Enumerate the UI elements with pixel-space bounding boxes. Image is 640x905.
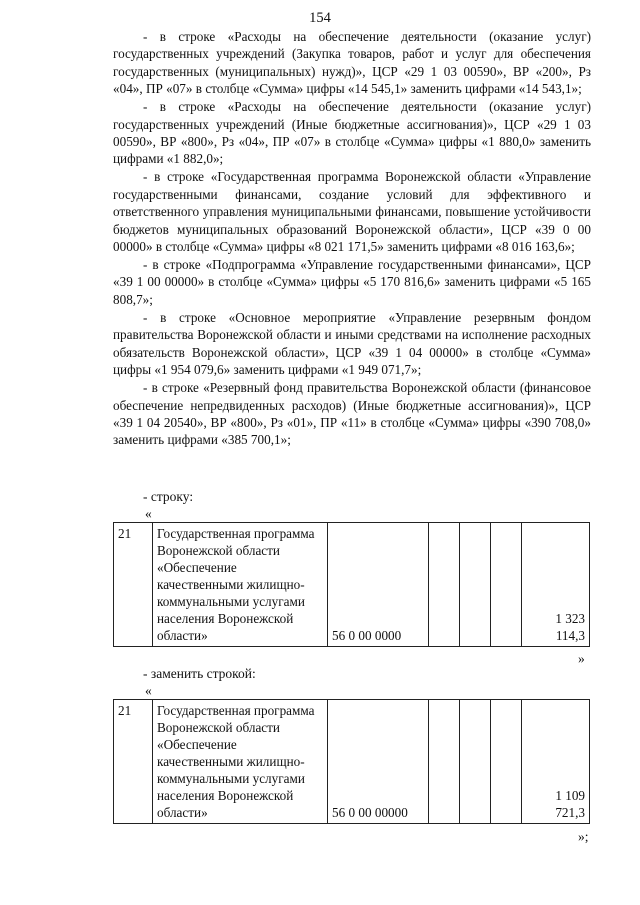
paragraph-3: - в строке «Государственная программа Воронежской области «Управление государственными финансами, создание условий для эффективного и ответственного управления муниципальными финансами, повышение устойчивости бюджетов муниципальных образований Воронежской области», ЦСР «39 0 00 00000» в столбце «Сумма» цифры «8 021 171,5» заменить цифрами «8 016 163,6»;	[113, 169, 591, 255]
rz-cell	[460, 523, 491, 647]
paragraph-2: - в строке «Расходы на обеспечение деятельности (оказание услуг) государственных учреждений (Иные бюджетные ассигнования)», ЦСР «29 1 03 00590», ВР «800», Рз «04», ПР «07» в столбце «Сумма» цифры «1 880,0» заменить цифрами «1 882,0»;	[113, 99, 591, 167]
quote-close-2: »;	[578, 829, 589, 844]
sum-cell: 1 109 721,3	[522, 700, 590, 824]
vr-cell	[429, 523, 460, 647]
rz-cell	[460, 700, 491, 824]
table-row	[114, 700, 590, 824]
table-row-new	[113, 699, 590, 824]
paragraph-4: - в строке «Подпрограмма «Управление государственными финансами», ЦСР «39 1 00 00000» в столбце «Сумма» цифры «5 170 816,6» заменить цифрами «5 165 808,7»;	[113, 257, 591, 307]
pr-cell	[491, 523, 522, 647]
quote-open-2: «	[145, 683, 152, 698]
label-row: - строку:	[143, 489, 194, 504]
table-row-old	[113, 522, 590, 647]
table-row	[114, 523, 590, 647]
sum-cell: 1 323 114,3	[522, 523, 590, 647]
page-number: 154	[309, 10, 331, 26]
amendment-text	[113, 28, 591, 449]
program-name: Государственная программа Воронежской области «Обеспечение качественными жилищно-коммунальными услугами населения Воронежской области»	[153, 700, 328, 824]
paragraph-6: - в строке «Резервный фонд правительства Воронежской области (финансовое обеспечение непредвиденных расходов) (Иные бюджетные ассигнования)», ЦСР «39 1 04 20540», ВР «800», Рз «01», ПР «11» в столбце «Сумма» цифры «390 708,0» заменить цифрами «385 700,1»;	[113, 380, 591, 448]
quote-open-1: «	[145, 506, 152, 521]
row-number: 21	[114, 523, 153, 647]
label-replace: - заменить строкой:	[143, 666, 256, 681]
pr-cell	[491, 700, 522, 824]
paragraph-5: - в строке «Основное мероприятие «Управление резервным фондом правительства Воронежской области и иными средствами на исполнение расходных обязательств Воронежской области», ЦСР «39 1 04 00000» в столбце «Сумма» цифры «1 954 079,6» заменить цифрами «1 949 071,7»;	[113, 309, 591, 378]
csr-code: 56 0 00 00000	[328, 700, 429, 824]
paragraph-1: - в строке «Расходы на обеспечение деятельности (оказание услуг) государственных учреждений (Закупка товаров, работ и услуг для обеспечения государственных (муниципальных) нужд)», ЦСР «29 1 03 00590», ВР «200», Рз «04», ПР «07» в столбце «Сумма» цифры «14 545,1» заменить цифрами «14 543,1»;	[113, 29, 591, 97]
row-number: 21	[114, 700, 153, 824]
program-name: Государственная программа Воронежской области «Обеспечение качественными жилищно-коммунальными услугами населения Воронежской области»	[153, 523, 328, 647]
csr-code: 56 0 00 0000	[328, 523, 429, 647]
vr-cell	[429, 700, 460, 824]
quote-close-1: »	[578, 651, 585, 666]
